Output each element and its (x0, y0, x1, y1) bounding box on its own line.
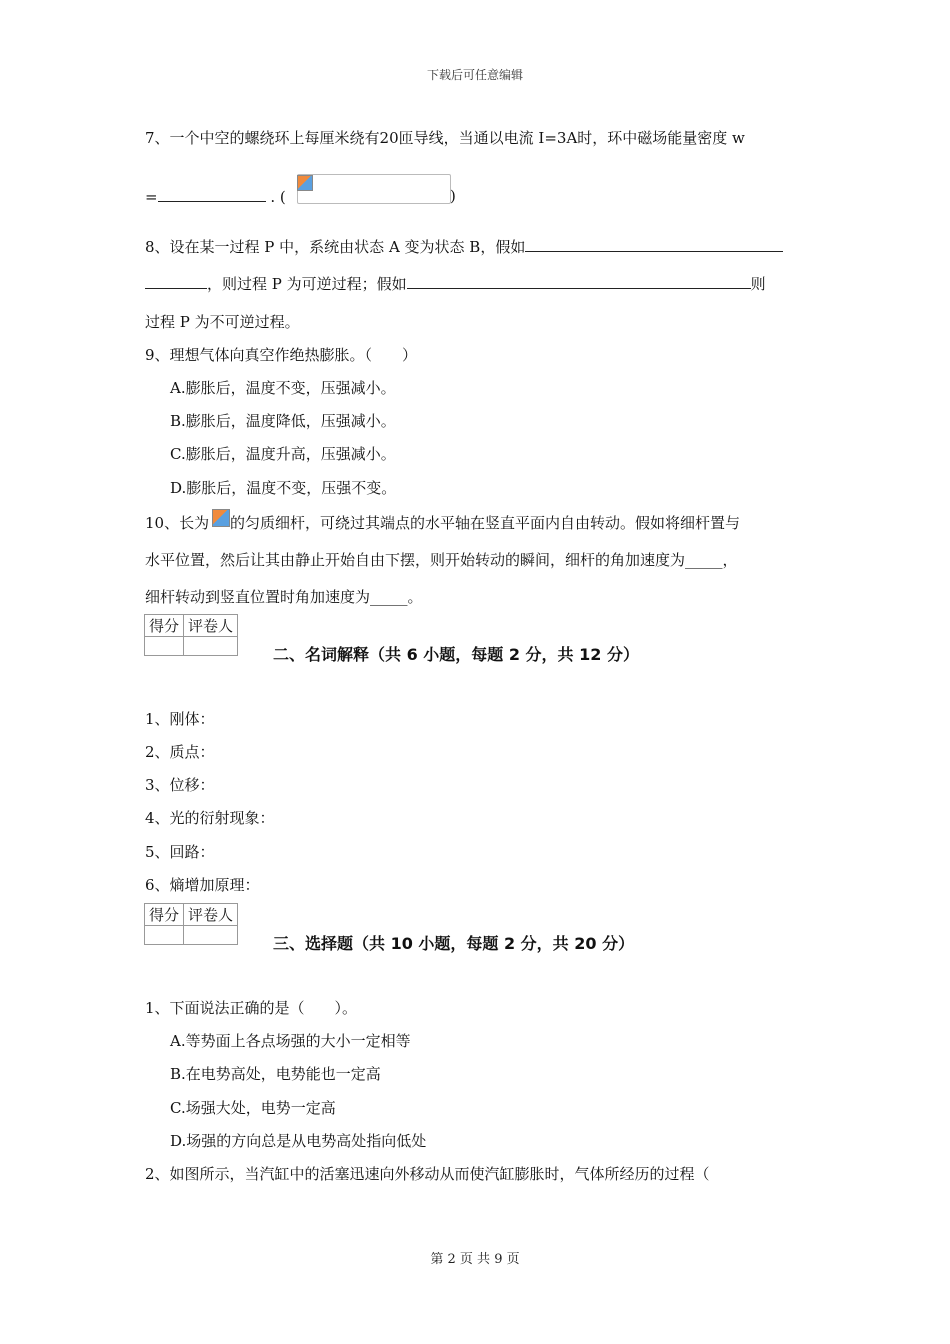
q9-option-b: B.膨胀后，温度降低，压强减小。 (170, 412, 396, 430)
q9-stem: 9、理想气体向真空作绝热膨胀。（ ） (145, 346, 418, 364)
score-cell (145, 637, 184, 656)
s3-q1-option-c: C.场强大处，电势一定高 (170, 1099, 336, 1117)
q7-line1: 7、一个中空的螺绕环上每厘米绕有20匝导线，当通以电流 I=3A时，环中磁场能量密度 w (145, 129, 745, 147)
q8-blank-3 (407, 274, 751, 289)
q7-equals: = (145, 188, 158, 206)
s3-q2-stem: 2、如图所示，当汽缸中的活塞迅速向外移动从而使汽缸膨胀时，气体所经历的过程（ (145, 1165, 710, 1183)
s3-q1-stem: 1、下面说法正确的是（ ）。 (145, 999, 358, 1017)
q8-line3: 过程 P 为不可逆过程。 (145, 313, 300, 331)
q8-blank-2 (145, 274, 207, 289)
score-table (144, 614, 238, 656)
q8-line1 (145, 236, 783, 257)
term-item: 3、位移： (145, 776, 215, 794)
q10-line1-a: 10、长为 (145, 514, 210, 532)
q10-line3: 细杆转动到竖直位置时角加速度为_____。 (145, 588, 423, 606)
section-3-title: 三、选择题（共 10 小题，每题 2 分，共 20 分） (273, 934, 635, 953)
q7-formula-image (297, 174, 451, 204)
term-item: 2、质点： (145, 743, 215, 761)
broken-image-icon (212, 509, 230, 527)
grader-cell (184, 637, 238, 656)
term-item: 4、光的衍射现象： (145, 809, 275, 827)
score-header: 得分 (145, 904, 184, 926)
s3-q1-option-a: A.等势面上各点场强的大小一定相等 (170, 1032, 411, 1050)
q9-option-c: C.膨胀后，温度升高，压强减小。 (170, 445, 396, 463)
q7-line2 (145, 187, 286, 206)
q10-line1-b: 的匀质细杆，可绕过其端点的水平轴在竖直平面内自由转动。假如将细杆置与 (230, 514, 741, 532)
q8-line1-text: 8、设在某一过程 P 中，系统由状态 A 变为状态 B，假如 (145, 238, 526, 256)
score-table (144, 903, 238, 945)
grader-header: 评卷人 (184, 615, 238, 637)
score-header: 得分 (145, 615, 184, 637)
q7-answer-blank (158, 187, 266, 202)
q10-line2: 水平位置，然后让其由静止开始自由下摆，则开始转动的瞬间，细杆的角加速度为_____， (145, 551, 738, 569)
q7-dot-paren: . ( (265, 188, 286, 206)
term-item: 1、刚体： (145, 710, 215, 728)
q8-blank-1 (525, 237, 783, 252)
grader-cell (184, 926, 238, 945)
score-cell (145, 926, 184, 945)
s3-q1-option-b: B.在电势高处，电势能也一定高 (170, 1065, 381, 1083)
term-item: 5、回路： (145, 843, 215, 861)
s3-q1-option-d: D.场强的方向总是从电势高处指向低处 (170, 1132, 427, 1150)
q8-line2-end: 则 (750, 275, 766, 293)
q9-option-a: A.膨胀后，温度不变，压强减小。 (170, 379, 396, 397)
broken-image-icon (297, 175, 313, 191)
term-item: 6、熵增加原理： (145, 876, 260, 894)
q9-option-d: D.膨胀后，温度不变，压强不变。 (170, 479, 397, 497)
section-2-title: 二、名词解释（共 6 小题，每题 2 分，共 12 分） (273, 645, 639, 664)
q7-close-paren: ) (450, 187, 456, 205)
q8-line2-text: ，则过程 P 为可逆过程；假如 (207, 275, 407, 293)
page-footer: 第 2 页 共 9 页 (430, 1252, 520, 1267)
q8-line2 (145, 273, 766, 294)
page-header: 下载后可任意编辑 (426, 68, 523, 82)
grader-header: 评卷人 (184, 904, 238, 926)
